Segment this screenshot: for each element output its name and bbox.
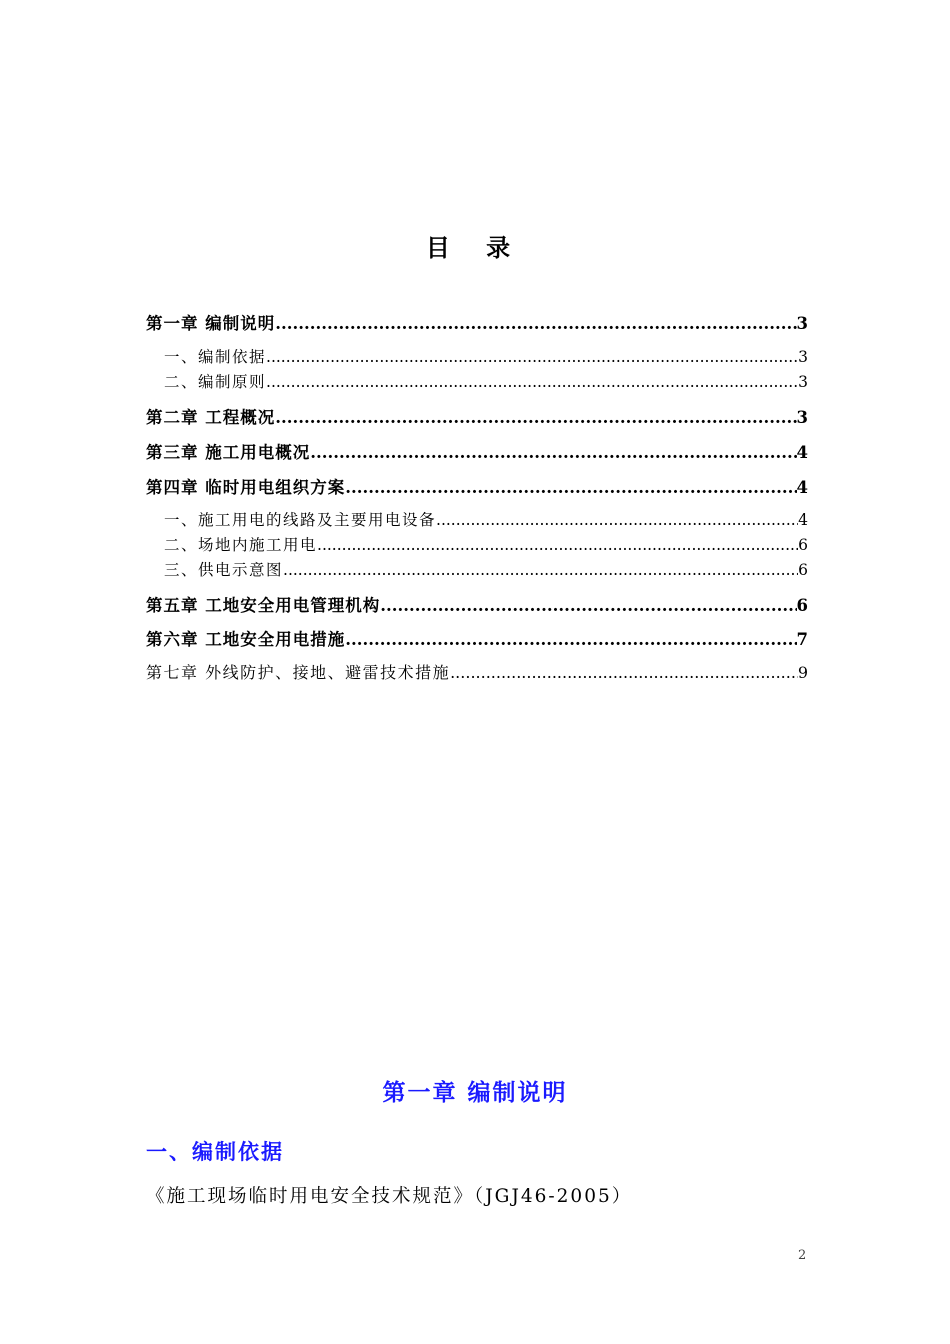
toc-entry-chapter-2[interactable] xyxy=(146,404,808,428)
toc-entry-page: 6 xyxy=(796,596,808,615)
toc-dot-leader xyxy=(345,630,796,649)
chapter-heading: 第一章 编制说明 xyxy=(382,1079,568,1106)
toc-title: 目 录 xyxy=(425,233,525,262)
toc-dot-leader xyxy=(345,478,796,497)
toc-dot-leader xyxy=(275,408,796,427)
toc-entry-chapter-3[interactable] xyxy=(146,439,808,463)
toc-entry-page: 6 xyxy=(798,536,808,554)
toc-entry-chapter-1[interactable] xyxy=(146,310,808,334)
toc-entry-page: 3 xyxy=(796,408,808,427)
toc-dot-leader xyxy=(283,561,798,579)
section-heading: 一、编制依据 xyxy=(146,1139,284,1164)
toc-entry-label: 第五章 工地安全用电管理机构 xyxy=(146,596,381,615)
toc-entry-page: 4 xyxy=(796,443,808,462)
toc-dot-leader xyxy=(266,373,798,391)
toc-dot-leader xyxy=(450,663,798,682)
toc-entry-page: 3 xyxy=(798,348,808,366)
toc-entry-label: 第四章 临时用电组织方案 xyxy=(146,478,346,497)
toc-entry-section-4-2[interactable] xyxy=(146,533,808,555)
toc-entry-chapter-5[interactable] xyxy=(146,592,808,616)
toc-entry-label: 第一章 编制说明 xyxy=(146,314,276,333)
toc-entry-section-4-3[interactable] xyxy=(146,558,808,580)
toc-dot-leader xyxy=(436,511,798,529)
toc-dot-leader xyxy=(275,314,796,333)
toc-entry-label: 第七章 外线防护、接地、避雷技术措施 xyxy=(146,663,451,682)
toc-entry-label: 三、供电示意图 xyxy=(164,561,284,579)
toc-entry-section-1-1[interactable] xyxy=(146,345,808,367)
toc-dot-leader xyxy=(317,536,798,554)
toc-entry-page: 6 xyxy=(798,561,808,579)
toc-entry-label: 一、编制依据 xyxy=(164,348,267,366)
toc-entry-label: 第二章 工程概况 xyxy=(146,408,276,427)
toc-dot-leader xyxy=(380,596,796,615)
toc-entry-page: 4 xyxy=(796,478,808,497)
toc-entry-page: 7 xyxy=(796,630,808,649)
toc-entry-page: 3 xyxy=(796,314,808,333)
toc-entry-label: 一、施工用电的线路及主要用电设备 xyxy=(164,511,437,529)
toc-entry-chapter-4[interactable] xyxy=(146,474,808,498)
toc-entry-label: 第三章 施工用电概况 xyxy=(146,443,311,462)
toc-entry-page: 4 xyxy=(798,511,808,529)
toc-dot-leader xyxy=(266,348,798,366)
toc-entry-page: 9 xyxy=(797,663,808,682)
toc-entry-label: 二、场地内施工用电 xyxy=(164,536,318,554)
toc-entry-section-1-2[interactable] xyxy=(146,370,808,392)
body-paragraph: 《施工现场临时用电安全技术规范》（JGJ46-2005） xyxy=(146,1186,633,1207)
toc-entry-label: 二、编制原则 xyxy=(164,373,267,391)
toc-dot-leader xyxy=(310,443,796,462)
toc-entry-chapter-7[interactable] xyxy=(146,660,808,683)
page-number: 2 xyxy=(798,1248,807,1263)
toc-entry-chapter-6[interactable] xyxy=(146,626,808,650)
toc-entry-section-4-1[interactable] xyxy=(146,508,808,530)
toc-entry-page: 3 xyxy=(798,373,808,391)
toc-entry-label: 第六章 工地安全用电措施 xyxy=(146,630,346,649)
